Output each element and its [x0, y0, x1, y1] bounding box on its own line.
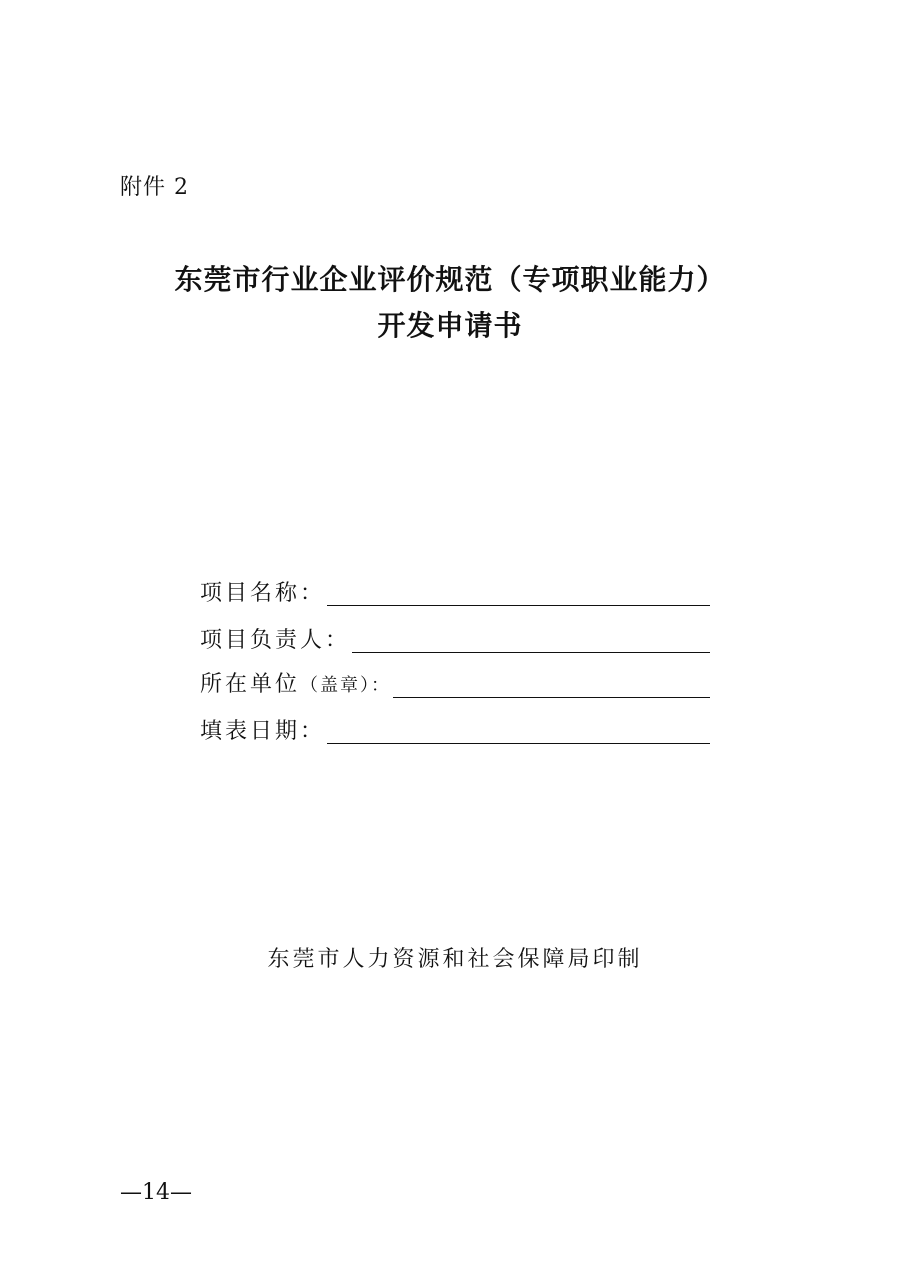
publisher-text: 东莞市人力资源和社会保障局印制	[267, 947, 643, 972]
fill-date-label: 填表日期：	[200, 719, 326, 744]
affiliation-label-wrap	[200, 670, 391, 702]
document-title-line2: 开发申请书	[377, 309, 523, 342]
seal-note: （盖章）：	[300, 675, 392, 696]
page-number: —14—	[120, 1180, 192, 1205]
project-name-field	[200, 570, 710, 610]
document-title-line1: 东莞市行业企业评价规范（专项职业能力）	[174, 263, 726, 296]
project-name-blank-line	[327, 575, 710, 606]
affiliation-blank-line	[393, 667, 710, 698]
project-leader-label: 项目负责人：	[200, 628, 351, 653]
fill-date-field	[200, 708, 710, 748]
project-leader-blank-line	[352, 622, 710, 653]
fill-date-blank-line	[327, 713, 710, 744]
project-name-label: 项目名称：	[200, 581, 326, 606]
project-leader-field	[200, 617, 710, 657]
affiliation-label: 所在单位	[200, 672, 301, 697]
attachment-label: 附件 2	[120, 175, 189, 200]
affiliation-field	[200, 662, 710, 702]
